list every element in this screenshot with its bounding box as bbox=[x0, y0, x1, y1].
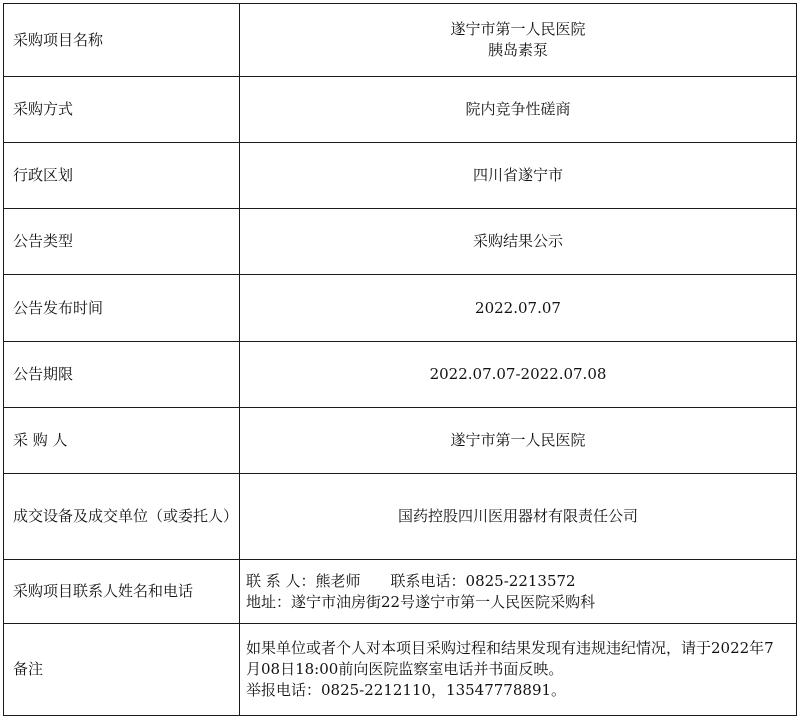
procurement-method-label: 采购方式 bbox=[4, 77, 240, 143]
announcement-period-label: 公告期限 bbox=[4, 342, 240, 408]
project-name-value bbox=[240, 4, 797, 77]
region-label: 行政区划 bbox=[4, 143, 240, 209]
announcement-table bbox=[3, 3, 797, 716]
contact-label: 采购项目联系人姓名和电话 bbox=[4, 560, 240, 624]
purchaser-label: 采 购 人 bbox=[4, 408, 240, 474]
remark-label: 备注 bbox=[4, 624, 240, 716]
contact-value bbox=[240, 560, 797, 624]
project-name-line1: 遂宁市第一人民医院 bbox=[450, 20, 586, 38]
project-name-line2: 胰岛素泵 bbox=[487, 41, 548, 59]
announcement-type-label: 公告类型 bbox=[4, 209, 240, 275]
contact-address: 地址：遂宁市油房街22号遂宁市第一人民医院采购科 bbox=[246, 592, 596, 611]
contact-person-phone: 联 系 人：熊老师 联系电话：0825-2213572 bbox=[246, 571, 576, 590]
remark-value bbox=[240, 624, 797, 716]
remark-text: 如果单位或者个人对本项目采购过程和结果发现有违规违纪情况，请于2022年7月08日18:00前向医院监察室电话并书面反映。 bbox=[246, 639, 774, 678]
row-announcement-type bbox=[4, 209, 797, 275]
row-region bbox=[4, 143, 797, 209]
row-project-name bbox=[4, 4, 797, 77]
winner-value: 国药控股四川医用器材有限责任公司 bbox=[240, 474, 797, 560]
report-phone: 举报电话：0825-2212110，13547778891。 bbox=[246, 681, 567, 699]
row-publish-time bbox=[4, 275, 797, 342]
row-remark bbox=[4, 624, 797, 716]
procurement-method-value: 院内竞争性磋商 bbox=[240, 77, 797, 143]
publish-time-label: 公告发布时间 bbox=[4, 275, 240, 342]
row-announcement-period bbox=[4, 342, 797, 408]
announcement-period-value: 2022.07.07-2022.07.08 bbox=[240, 342, 797, 408]
announcement-type-value: 采购结果公示 bbox=[240, 209, 797, 275]
purchaser-value: 遂宁市第一人民医院 bbox=[240, 408, 797, 474]
region-value: 四川省遂宁市 bbox=[240, 143, 797, 209]
row-procurement-method bbox=[4, 77, 797, 143]
publish-time-value: 2022.07.07 bbox=[240, 275, 797, 342]
row-winner bbox=[4, 474, 797, 560]
row-contact bbox=[4, 560, 797, 624]
project-name-label: 采购项目名称 bbox=[4, 4, 240, 77]
row-purchaser bbox=[4, 408, 797, 474]
winner-label: 成交设备及成交单位（或委托人） bbox=[4, 474, 240, 560]
